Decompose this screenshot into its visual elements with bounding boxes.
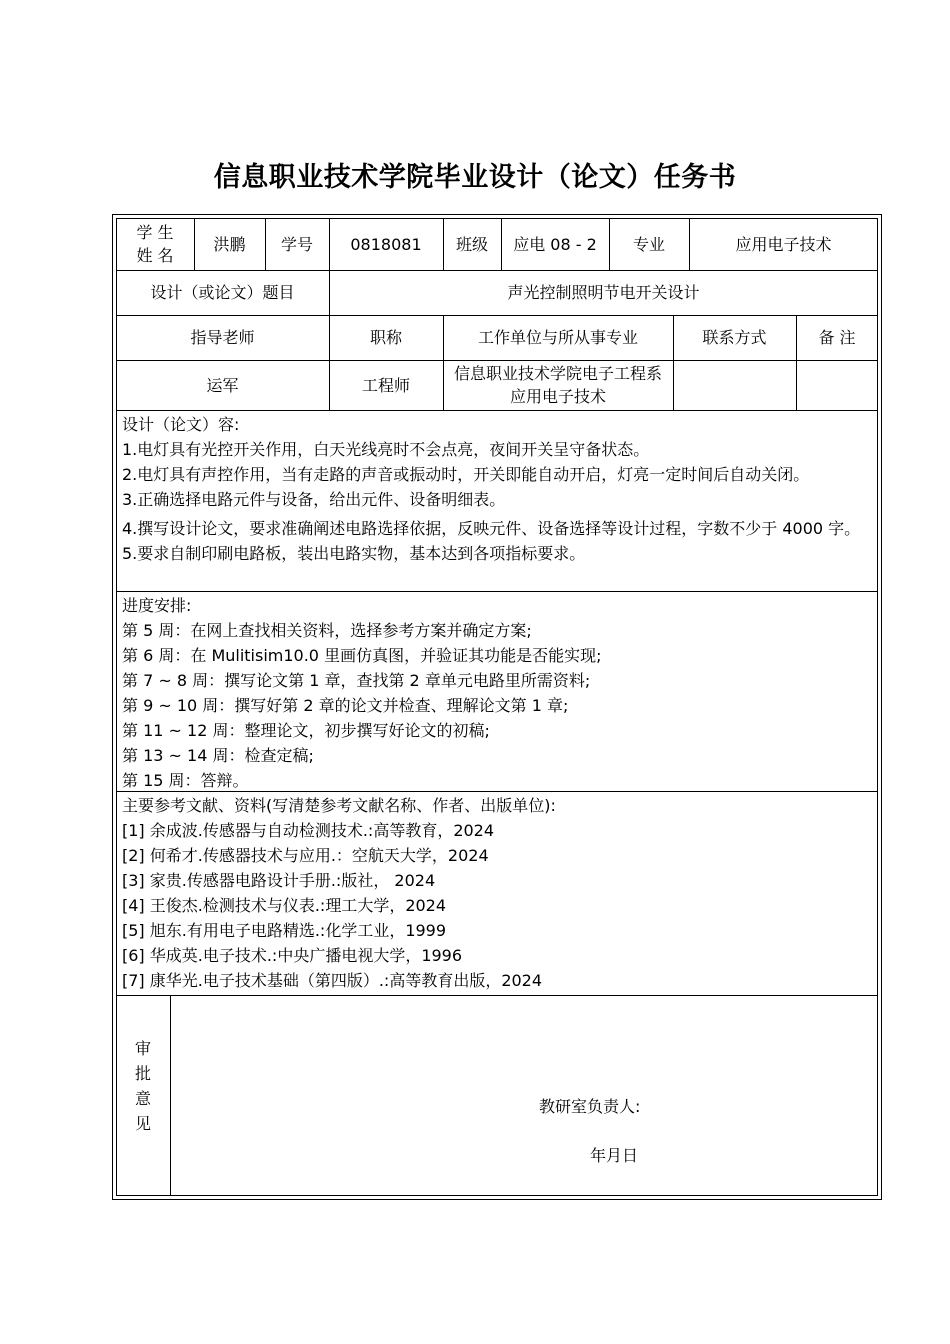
- section-heading: 主要参考文献、资料(写清楚参考文献名称、作者、出版单位):: [122, 796, 556, 815]
- student-name-value: 洪鹏: [213, 234, 246, 254]
- list-item: 3.正确选择电路元件与设备，给出元件、设备明细表。: [122, 490, 506, 509]
- references-section: [122, 793, 874, 993]
- list-item: 第 11 ~ 12 周：整理论文，初步撰写好论文的初稿;: [122, 721, 490, 740]
- reference-item: [1] 余成波.传感器与自动检测技术.:高等教育，2024: [122, 821, 495, 840]
- class-label: 班级: [455, 234, 488, 254]
- advisor-label: 指导老师: [190, 328, 255, 347]
- class-value: 应电 08 - 2: [513, 234, 597, 254]
- reference-item: [7] 康华光.电子技术基础（第四版）.:高等教育出版，2024: [122, 971, 543, 990]
- reference-item: [6] 华成英.电子技术.:中央广播电视大学，1996: [122, 946, 463, 965]
- design-content-section: [122, 412, 874, 566]
- approval-label-char: 见: [134, 1114, 151, 1133]
- unit-value: 信息职业技术学院电子工程系应用电子技术: [453, 364, 662, 406]
- list-item: 第 15 周：答辩。: [122, 771, 249, 790]
- approval-label-char: 意: [134, 1089, 151, 1108]
- remark-value: [796, 360, 878, 410]
- major-value: 应用电子技术: [735, 234, 832, 254]
- topic-label: 设计（或论文）题目: [150, 283, 295, 302]
- row-divider: [116, 410, 878, 411]
- contact-value: [673, 360, 796, 410]
- list-item: 第 9 ~ 10 周：撰写好第 2 章的论文并检查、理解论文第 1 章;: [122, 696, 569, 715]
- title-label: 职称: [369, 328, 402, 347]
- topic-value: 声光控制照明节电开关设计: [507, 283, 700, 302]
- reference-item: [4] 王俊杰.检测技术与仪表.:理工大学，2024: [122, 896, 447, 915]
- document-title: 信息职业技术学院毕业设计（论文）任务书: [213, 162, 737, 193]
- section-heading: 进度安排:: [122, 596, 192, 615]
- approval-label-char: 审: [134, 1039, 151, 1058]
- row-divider: [116, 591, 878, 592]
- list-item: 4.撰写设计论文，要求准确阐述电路选择依据，反映元件、设备选择等设计过程，字数不少于 4000 字。: [122, 519, 861, 538]
- student-name-label: 学 生 姓 名: [136, 223, 174, 265]
- major-label: 专业: [632, 234, 665, 254]
- schedule-section: [122, 593, 874, 793]
- list-item: 1.电灯具有光控开关作用，白天光线亮时不会点亮，夜间开关呈守备状态。: [122, 440, 650, 459]
- student-id-label: 学号: [280, 234, 313, 254]
- reference-item: [3] 家贵.传感器电路设计手册.:版社， 2024: [122, 871, 436, 890]
- list-item: 5.要求自制印刷电路板，装出电路实物，基本达到各项指标要求。: [122, 544, 586, 563]
- col-divider: [170, 995, 171, 1196]
- list-item: 第 7 ~ 8 周：撰写论文第 1 章，查找第 2 章单元电路里所需资料;: [122, 671, 591, 690]
- list-item: 第 6 周：在 Mulitisim10.0 里画仿真图，并验证其功能是否能实现;: [122, 646, 602, 665]
- title-value: 工程师: [361, 375, 410, 395]
- list-item: 2.电灯具有声控作用，当有走路的声音或振动时，开关即能自动开启，灯亮一定时间后自动关闭。: [122, 465, 810, 484]
- student-id-value: 0818081: [350, 234, 422, 254]
- reference-item: [2] 何希才.传感器技术与应用.：空航天大学，2024: [122, 846, 489, 865]
- approval-label-char: 批: [134, 1064, 151, 1083]
- section-heading: 设计（论文）容:: [122, 415, 240, 434]
- approval-label: [116, 1036, 170, 1136]
- advisor-value: 运军: [206, 375, 239, 395]
- list-item: 第 13 ~ 14 周：检查定稿;: [122, 746, 314, 765]
- responsible-signature-label: 教研室负责人:: [539, 1097, 641, 1116]
- row-divider: [116, 995, 878, 996]
- remark-label: 备 注: [818, 328, 856, 347]
- unit-label: 工作单位与所从事专业: [477, 328, 638, 347]
- approval-date: 年月日: [590, 1146, 639, 1165]
- contact-label: 联系方式: [702, 328, 767, 347]
- reference-item: [5] 旭东.有用电子电路精选.:化学工业，1999: [122, 921, 447, 940]
- list-item: 第 5 周：在网上查找相关资料，选择参考方案并确定方案;: [122, 621, 532, 640]
